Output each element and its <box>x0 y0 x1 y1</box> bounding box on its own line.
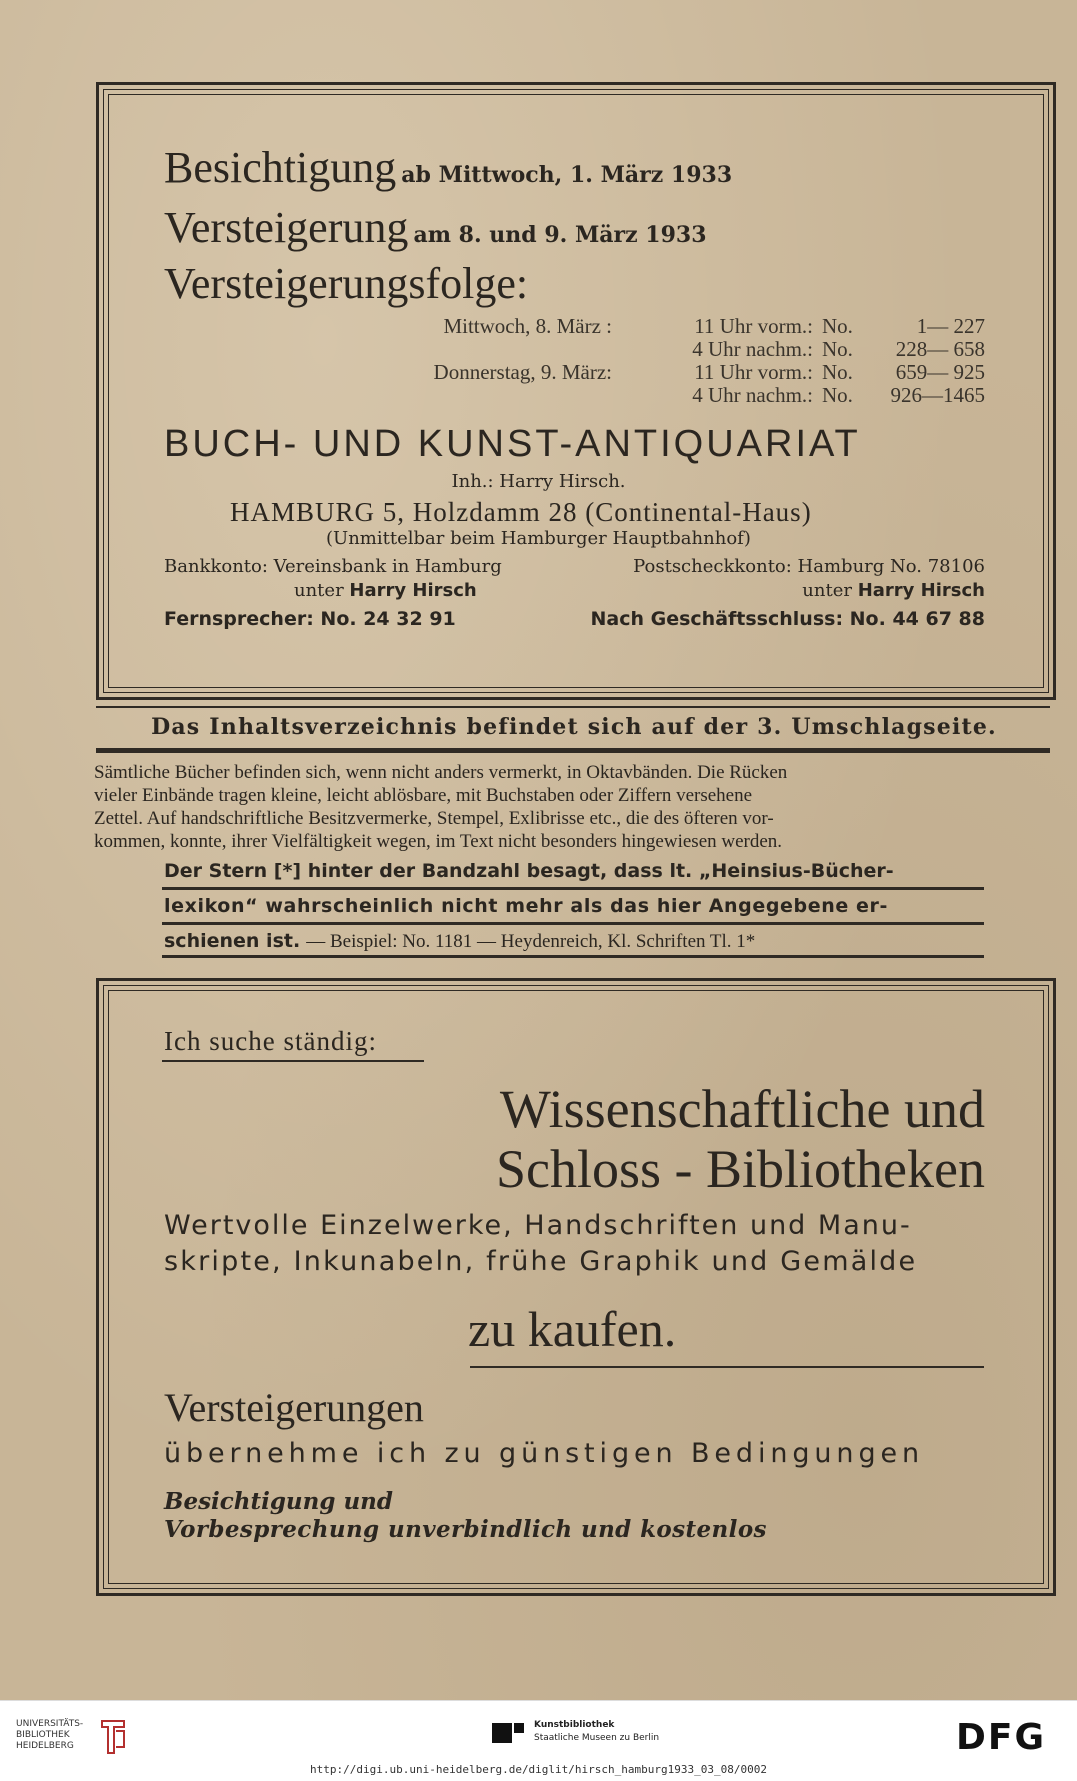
notice-body-line: Sämtliche Bücher befinden sich, wenn nicht anders vermerkt, in Oktavbänden. Die Rücken <box>94 762 788 783</box>
postal-holder-prefix: unter <box>802 580 852 601</box>
footer-bar <box>0 1700 1077 1781</box>
wanted-intro-underline <box>162 1060 424 1062</box>
schedule-no: No. <box>822 360 853 384</box>
star-note-emphasis: schienen ist. <box>164 930 301 952</box>
postal-holder-name: Harry Hirsch <box>857 580 985 601</box>
star-note-rule <box>162 955 984 958</box>
star-note-line: Der Stern [*] hinter der Bandzahl besagt, dass lt. „Heinsius-Bücher- <box>164 860 894 882</box>
postal-holder <box>802 580 985 601</box>
schedule-time: 11 Uhr vorm.: <box>694 314 813 338</box>
schedule-range: 659— 925 <box>895 360 985 384</box>
star-note-rule <box>162 887 984 890</box>
schedule-range: 1— 227 <box>916 314 985 338</box>
wanted-items: Wertvolle Einzelwerke, Handschriften und Manu- <box>164 1210 912 1241</box>
schedule-time: 11 Uhr vorm.: <box>694 360 813 384</box>
auction-sequence-title: Versteigerungsfolge: <box>164 259 529 308</box>
schedule-no: No. <box>822 337 853 361</box>
kunstbibliothek-logo-icon <box>492 1719 528 1747</box>
schedule-day: Mittwoch, 8. März : <box>443 314 612 338</box>
star-note-rule <box>162 922 984 925</box>
wanted-intro: Ich suche ständig: <box>164 1026 377 1056</box>
notice-body-line: vieler Einbände tragen kleine, leicht ablösbare, mit Buchstaben oder Ziffern versehene <box>94 785 753 806</box>
notice-heading-rule <box>96 748 1050 753</box>
heidelberg-logo-text: HEIDELBERG <box>16 1741 74 1751</box>
star-note-example: — Beispiel: No. 1181 — Heydenreich, Kl. Schriften Tl. 1* <box>306 931 756 952</box>
auction-date: am 8. und 9. März 1933 <box>413 222 707 248</box>
schedule-no: No. <box>822 314 853 338</box>
auctions-heading: Versteigerungen <box>164 1385 424 1430</box>
heidelberg-logo-text: UNIVERSITÄTS- <box>16 1719 84 1729</box>
viewing-note: Vorbesprechung unverbindlich und kostenlos <box>164 1516 767 1543</box>
address-line: HAMBURG 5, Holzdamm 28 (Continental-Haus) <box>230 497 812 527</box>
after-hours-phone: Nach Geschäftsschluss: No. 44 67 88 <box>590 608 985 630</box>
bank-holder-prefix: unter <box>294 580 344 601</box>
auction-date-line <box>164 203 707 252</box>
star-note-line: lexikon“ wahrscheinlich nicht mehr als das hier Angegebene er- <box>164 895 888 917</box>
viewing-date: ab Mittwoch, 1. März 1933 <box>401 162 733 188</box>
heidelberg-emblem-icon <box>98 1717 128 1757</box>
kunstbibliothek-logo-text: Kunstbibliothek <box>534 1720 615 1730</box>
source-url[interactable]: http://digi.ub.uni-heidelberg.de/diglit/hirsch_hamburg1933_03_08/0002 <box>310 1763 767 1776</box>
auction-title: Versteigerung <box>164 203 409 252</box>
phone-number: Fernsprecher: No. 24 32 91 <box>164 608 456 630</box>
kunstbibliothek-logo-text: Staatliche Museen zu Berlin <box>534 1733 660 1743</box>
star-note-line <box>164 930 755 953</box>
postal-account: Postscheckkonto: Hamburg No. 78106 <box>633 556 985 577</box>
kunstbibliothek-logo <box>534 1719 659 1745</box>
heidelberg-logo-text: BIBLIOTHEK <box>16 1730 70 1740</box>
schedule-time: 4 Uhr nachm.: <box>692 383 813 407</box>
auctions-subline: übernehme ich zu günstigen Bedingungen <box>164 1438 925 1469</box>
buy-line: zu kaufen. <box>468 1301 677 1357</box>
notice-body-line: Zettel. Auf handschriftliche Besitzvermerke, Stempel, Exlibrisse etc., die des öfteren vor- <box>94 808 774 829</box>
owner-line: Inh.: Harry Hirsch. <box>451 471 626 492</box>
viewing-date-line <box>164 143 733 192</box>
schedule-day: Donnerstag, 9. März: <box>433 360 612 384</box>
dfg-logo: DFG <box>956 1717 1047 1758</box>
heidelberg-logo <box>16 1719 83 1752</box>
schedule-time: 4 Uhr nachm.: <box>692 337 813 361</box>
wanted-title: Schloss - Bibliotheken <box>496 1139 985 1199</box>
notice-top-rule <box>96 706 1050 708</box>
schedule-range: 228— 658 <box>895 337 985 361</box>
wanted-items: skripte, Inkunabeln, frühe Graphik und Gemälde <box>164 1246 918 1277</box>
bank-account: Bankkonto: Vereinsbank in Hamburg <box>164 556 502 577</box>
schedule-range: 926—1465 <box>890 383 985 407</box>
contents-notice-heading: Das Inhaltsverzeichnis befindet sich auf der 3. Umschlagseite. <box>151 714 997 740</box>
address-note: (Unmittelbar beim Hamburger Hauptbahnhof) <box>326 528 751 549</box>
wanted-title: Wissenschaftliche und <box>499 1079 985 1139</box>
notice-body-line: kommen, konnte, ihrer Vielfältigkeit wegen, im Text nicht besonders hingewiesen werden. <box>94 831 783 852</box>
bank-holder <box>294 580 477 601</box>
bank-holder-name: Harry Hirsch <box>349 580 477 601</box>
schedule-no: No. <box>822 383 853 407</box>
viewing-note: Besichtigung und <box>164 1488 393 1515</box>
firm-name: BUCH- UND KUNST-ANTIQUARIAT <box>164 423 861 465</box>
viewing-title: Besichtigung <box>164 143 397 192</box>
buy-rule <box>470 1366 984 1368</box>
